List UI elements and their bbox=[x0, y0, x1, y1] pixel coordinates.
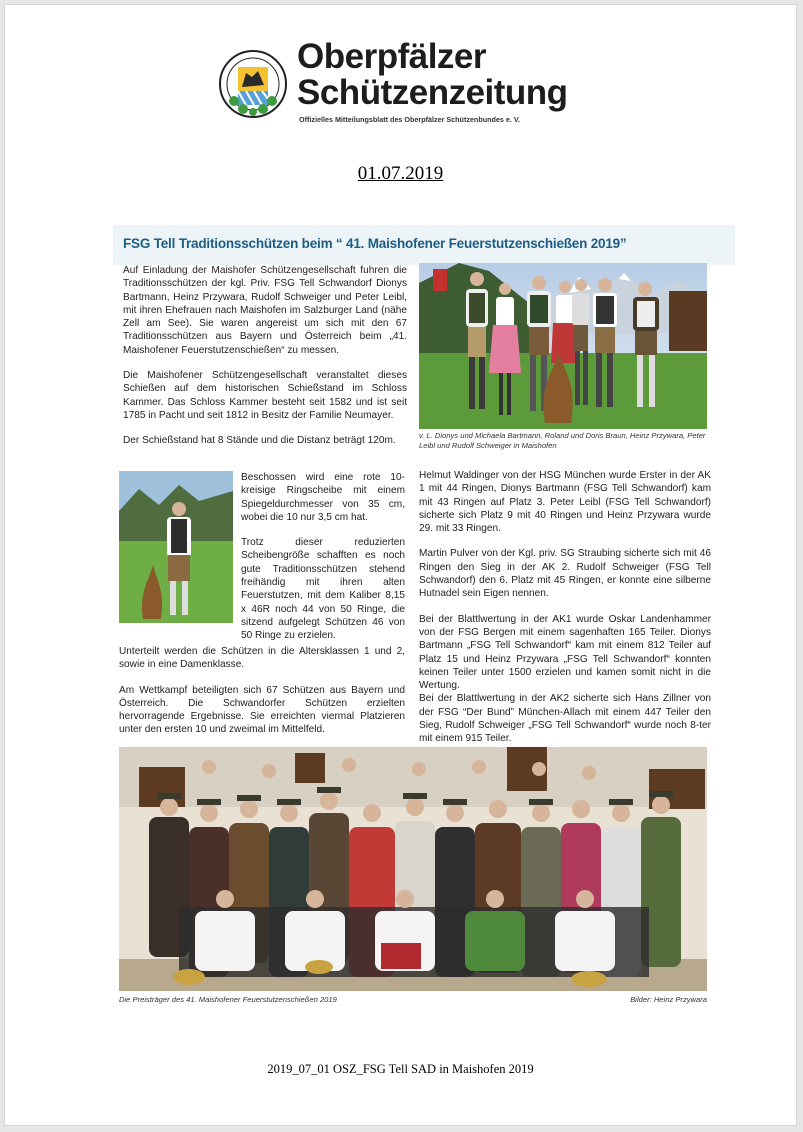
document-page bbox=[4, 4, 797, 1126]
paragraph-competition: Am Wettkampf beteiligten sich 67 Schützen aus Bayern und Österreich. Die Schwandorfer Schützen erzielten hervorragende Ergebnisse. Sie erreichten viermal Platzieren unter den ersten 10 und zweimal im Mittelfeld. bbox=[119, 684, 405, 736]
article-title: FSG Tell Traditionsschützen beim “ 41. Maishofener Feuerstutzenschießen 2019” bbox=[123, 236, 627, 251]
photo-credit: Bilder: Heinz Przywara bbox=[630, 995, 707, 1004]
photo-caption-couples: v. L. Dionys und Michaela Bartmann, Roland und Doris Braun, Heinz Przywara, Peter Leibl und Rudolf Schweiger in Maishofen bbox=[419, 431, 706, 450]
group-photo-prizewinners bbox=[119, 747, 707, 991]
paragraph-target: Beschossen wird eine rote 10-kreisige Ringscheibe mit einem Spiegeldurchmesser von 35 cm, wobei die 10 nur 3,5 cm hat. bbox=[241, 472, 405, 523]
article-clipping bbox=[113, 225, 735, 1015]
paragraph-blattl-ak1: Bei der Blattlwertung in der AK1 wurde Oskar Landenhammer von der FSG Bergen mit einem sagenhaften 165 Teiler. Dionys Bartmann „FSG Tell Schwandorf“ kam mit einem 812 Teiler auf Platz 15 und Heinz Przywara „FSG Tell Schwandorf“ konnten keinen Teiler unter 1500 erzielen und kamen somit nicht in die Wertung. bbox=[419, 613, 711, 692]
article-header-band bbox=[113, 225, 735, 265]
intro-column bbox=[123, 264, 407, 460]
date-text: 01.07.2019 bbox=[357, 163, 444, 184]
photo-caption-prizewinners: Die Preisträger des 41. Maishofener Feuerstutzenschießen 2019 bbox=[119, 995, 337, 1004]
classes-column bbox=[119, 645, 405, 749]
publication-date bbox=[5, 163, 796, 185]
photo-single-shooter bbox=[119, 471, 233, 623]
paragraph-classes: Unterteilt werden die Schützen in die Altersklassen 1 und 2, sowie in eine Damenklasse. bbox=[119, 646, 405, 671]
newspaper-subtitle: Offizielles Mitteilungsblatt des Oberpfälzer Schützenbundes e. V. bbox=[299, 115, 520, 124]
target-column bbox=[241, 471, 405, 655]
group-photo-couples bbox=[419, 263, 707, 429]
paragraph-ak1-results: Helmut Waldinger von der HSG München wurde Erster in der AK 1 mit 44 Ringen, Dionys Bartmann (FSG Tell Schwandorf) kam mit 43 Ringen auf Platz 3. Peter Leibl (FSG Tell Schwandorf) sicherte sich Platz 9 mit 40 Ringen und Heinz Przywara wurde 29. mit 33 Ringen. bbox=[419, 470, 711, 535]
paragraph-range: Der Schießstand hat 8 Stände und die Distanz beträgt 120m. bbox=[123, 435, 396, 447]
paragraph-invitation: Auf Einladung der Maishofer Schützengesellschaft fuhren die Traditionsschützen der kgl. Priv. FSG Tell Schwandorf Dionys Bartmann, Heinz Przywara, Rudolf Schweiger und Peter Leibl, mit ihren Ehefrauen nach Maishofen im Salzburger Land (nähe Zell am See). Sie waren angereist um sich mit den 67 Traditionsschützen aus Bayern und Österreich beim „41. Maishofener Feuerstutzenschießen“ zu messen. bbox=[123, 265, 407, 356]
paragraph-ak2-results: Martin Pulver von der Kgl. priv. SG Straubing sicherte sich mit 46 Ringen den Sieg in der AK 2. Rudolf Schweiger (FSG Tell Schwandorf) den 6. Platz mit 45 Ringen, er konnte eine silberne Hutnadel sein Eigen nennen. bbox=[419, 548, 711, 600]
file-label: 2019_07_01 OSZ_FSG Tell SAD in Maishofen 2019 bbox=[267, 1062, 534, 1076]
results-column bbox=[419, 469, 711, 758]
paragraph-calibre: Trotz dieser reduzierten Scheibengröße schafften es noch gute Traditionsschützen stehend freihändig mit ihren alten Feuerstutzen, mit dem Kaliber 8,15 x 46R noch 44 von 50 Ringe, die sitzend aufgelegt Schützen 46 von 50 Ringe zu erzielen. bbox=[241, 537, 405, 642]
paragraph-blattl-ak2: Bei der Blattlwertung in der AK2 sicherte sich Hans Zillner von der FSG “Der Bund” München-Allach mit einem 447 Teiler den Sieg, Rudolf Schweiger „FSG Tell Schwandorf“ wurde noch 8-ter mit einem 915 Teiler. bbox=[419, 693, 711, 745]
schuetzenbund-logo bbox=[216, 49, 290, 119]
newspaper-title-line1: Oberpfälzer bbox=[297, 37, 486, 76]
newspaper-title-line2: Schützenzeitung bbox=[297, 73, 568, 112]
paragraph-organizer: Die Maishofener Schützengesellschaft veranstaltet dieses Schießen auf dem historischen Schießstand im Schloss Kammer. Das Schloss Kammer besteht seit 1582 und ist seit 1785 in Pacht und seit 1812 in Besitz der Familie Neumayer. bbox=[123, 370, 407, 421]
newspaper-title bbox=[297, 39, 568, 111]
